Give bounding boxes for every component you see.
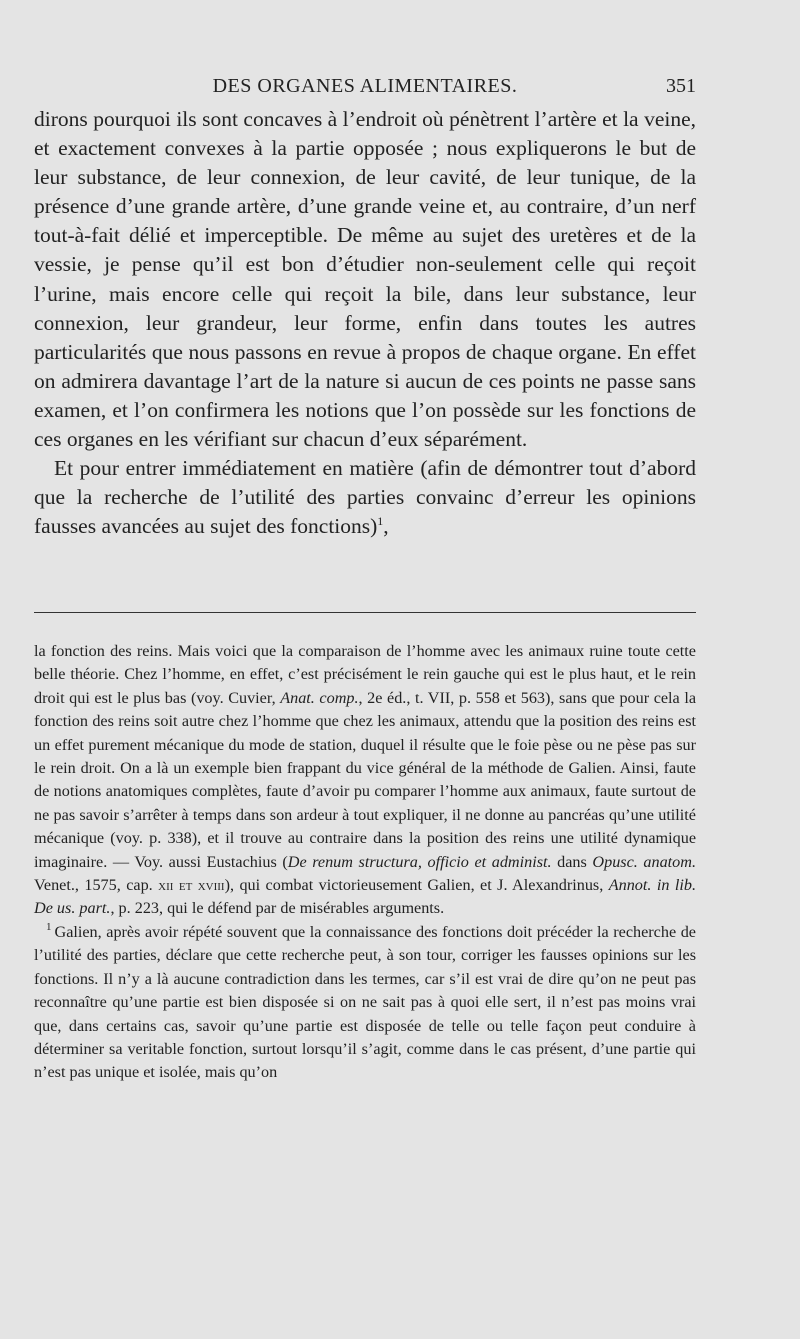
footnote-continued <box>34 640 696 921</box>
page-number: 351 <box>666 75 696 97</box>
paragraph-1: dirons pourquoi ils sont concaves à l’endroit où pénètrent l’artère et la veine, et exactement convexes à la partie opposée ; nous expliquerons le but de leur substance, de leur connexion, de leur cavité, de leur tunique, de la présence d’une grande artère, d’une grande veine et, au contraire, d’un nerf tout-à-fait délié et imperceptible. De même au sujet des uretères et de la vessie, je pense qu’il est bon d’étudier non-seulement celle qui reçoit l’urine, mais encore celle qui reçoit la bile, dans leur substance, leur connexion, leur grandeur, leur forme, enfin dans toutes les autres particularités que nous passons en revue à propos de chaque organe. En effet on admirera davantage l’art de la nature si aucun de ces points ne passe sans examen, et l’on confirmera les notions que l’on possède sur les fonctions de ces organes en les vérifiant sur chacun d’eux séparément. <box>34 107 696 452</box>
footnote-1 <box>34 921 696 1085</box>
footnote-1-mark: 1 <box>46 921 52 934</box>
footnote-text: ), qui combat victorieusement Galien, et J. Alexandrinus, <box>224 876 609 895</box>
running-title: DES ORGANES ALIMENTAIRES. <box>212 75 518 97</box>
citation-title: Opusc. anatom. <box>592 852 697 871</box>
citation-title: De renum structura, officio et administ. <box>287 852 552 871</box>
footnote-1-text: Galien, après avoir répété souvent que la connaissance des fonctions doit précéder la recherche de l’utilité des parties, déclare que cette recherche peut, à son tour, corriger les fausses opinions sur les fonctions. Il n’y a là aucune contradiction dans les termes, car s’il est vrai de dire qu’on ne peut pas reconnaître qu’une partie est bien disposée si on ne sait pas à quoi elle sert, il n’est pas moins vrai que, dans certains cas, savoir qu’une partie est disposée de telle ou telle façon peut conduire à déterminer sa veritable fonction, surtout lorsqu’il s’agit, comme dans le cas présent, d’une partie qui n’est pas unique et isolée, mais qu’on <box>34 922 696 1082</box>
footnote-text: , 2e éd., t. VII, p. 558 et 563), sans que pour cela la fonction des reins soit autre chez l’homme que chez les animaux, attendu que la position des reins est un effet purement mécanique du mode de station, duquel il résulte que le foie pèse ou ne pèse pas sur le rein droit. On a là un exemple bien frappant du vice général de la méthode de Galien. Ainsi, faute de notions anatomiques complètes, faute d’avoir pu comparer l’homme aux animaux, faute surtout de ne pas savoir s’arrêter à temps dans son ardeur à tout expliquer, il ne donne au pancréas qu’une utilité mécanique (voy. p. 338), et il trouve au contraire dans la position des reins une utilité dynamique imaginaire. — Voy. aussi Eustachius ( <box>34 688 696 871</box>
page-header <box>34 73 696 101</box>
citation-title: Annot. in lib. De us. part. <box>34 876 697 918</box>
citation-title: Anat. comp. <box>280 688 359 707</box>
footnote-reference-1: 1 <box>377 514 384 529</box>
paragraph-2-text: Et pour entrer immédiatement en matière (afin de démontrer tout d’abord que la recherche de l’utilité des parties convainc d’erreur les opinions fausses avancées au sujet des fonctions) <box>34 456 696 539</box>
footnotes <box>34 640 696 1085</box>
main-text <box>34 105 696 541</box>
footnote-separator <box>34 612 696 613</box>
footnote-text: , p. 223, qui le défend par de misérables arguments. <box>110 899 445 918</box>
footnote-text: dans <box>551 852 593 871</box>
chapter-numerals: xii et xviii <box>158 876 225 895</box>
paragraph-2 <box>34 454 696 541</box>
footnote-text: Venet., 1575, cap. <box>34 876 159 895</box>
footnote-text: la fonction des reins. Mais voici que la comparaison de l’homme avec les animaux ruine toute cette belle théorie. Chez l’homme, en effet, c’est précisément le rein gauche qui est le plus haut, et le rein droit qui est le plus bas (voy. Cuvier, <box>34 642 696 707</box>
paragraph-2-end: , <box>383 514 389 539</box>
